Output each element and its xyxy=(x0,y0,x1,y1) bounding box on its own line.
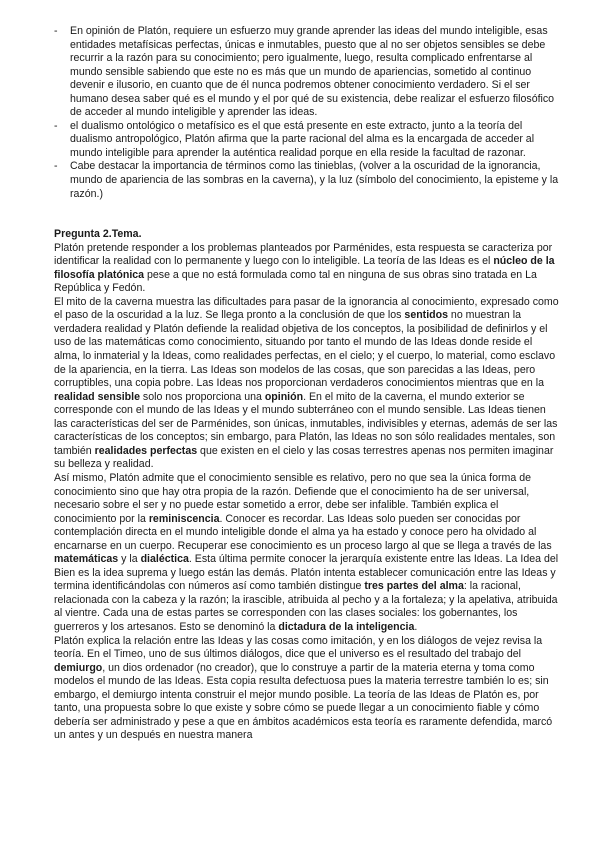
list-item xyxy=(54,160,560,201)
text-run: y la xyxy=(118,553,141,566)
bold-term: dictadura de la inteligencia xyxy=(278,620,415,633)
text-run: . xyxy=(414,620,418,633)
bullet-text: el dualismo ontológico o metafísico es el que está presente en este extracto, junto a la teoría del dualismo antropológico, Platón afirma que la parte racional del alma es la encargada de acceder al mundo inteligible para aprender la auténtica realidad porque en ella reside la facultad de razonar. xyxy=(70,119,535,159)
bold-term: núcleo de la filosofía platónica xyxy=(54,255,555,281)
bullet-marker: - xyxy=(54,119,58,132)
bold-term: reminiscencia xyxy=(148,512,220,525)
section-heading: Pregunta 2.Tema. xyxy=(54,228,142,241)
text-run: solo nos proporciona una xyxy=(139,390,265,403)
list-item xyxy=(54,120,560,161)
bullet-marker: - xyxy=(54,25,58,37)
bold-term: tres partes del alma xyxy=(364,580,464,593)
text-run: El mito de la caverna muestra las dificultades para pasar de la ignorancia al conocimiento, expresado como el paso de la oscuridad a la luz. Se llega pronto a la conclusión de que los xyxy=(54,295,559,322)
paragraph-intro xyxy=(54,242,560,296)
text-run: . En el mito de la caverna, el mundo exterior se corresponde con el mundo de las Ideas y el mundo subterráneo con el mundo sensible. Las Ideas tienen las características del ser de Parménides, son únicas, inmutables, indivisibles y eternas, además de ser las características de los conceptos; sin embargo, para Platón, las Ideas no son sólo realidades mentales, son también xyxy=(54,390,558,457)
section-spacer xyxy=(54,201,560,228)
bullet-text: En opinión de Platón, requiere un esfuerzo muy grande aprender las ideas del mundo inteligible, esas entidades metafísicas perfectas, únicas e inmutables, puesto que al no ser objetos sensibles se debe recurrir a la razón para su conocimiento; pero igualmente, luego, resulta complicado enfrentarse al mundo sensible sabiendo que este no es más que un mundo de apariencias, sometido al continuo devenir e ilusorio, en cuanto que de él nunca podremos obtener conocimiento verdadero. Si el ser humano desea saber qué es el mundo y el por qué de su existencia, debe realizar el esfuerzo filosófico de acceder al mundo inteligible y aprender las ideas. xyxy=(70,25,555,119)
bullet-marker: - xyxy=(54,160,58,173)
text-run: Así mismo, Platón admite que el conocimiento sensible es relativo, pero no que sea la única forma de conocimiento sino que hay otra propia de la razón. Defiende que el conocimiento ha de ser universal, necesario sobre el ser y no puede estar sometido a error, debe ser infalible. También explica el conocimiento por la xyxy=(54,471,531,525)
text-run: , un dios ordenador (no creador), que lo construye a partir de la materia eterna y toma como modelos el mundo de las Ideas. Esta copia resulta defectuosa pues la materia terrestre también lo es; sin embargo, el demiurgo intenta construir el mejor mundo posible. La teoría de las Ideas de Platón es, por tanto, una propuesta sobre lo que existe y sobre cómo se puede llegar a un conocimiento fiable y cómo debería ser administrado y pese a que en ámbitos académicos esta teoría es raramente defendida, marcó un antes y un después en nuestra manera xyxy=(54,661,553,742)
bullet-list xyxy=(54,25,560,201)
text-run: : la racional, relacionada con la cabeza y la razón; la irascible, atribuida al pecho y a la fortaleza; y la apelativa, atribuida al vientre. Cada una de estas partes se corresponden con las clases sociales: los gobernantes, los guerreros y los artesanos. Esto se denominó la xyxy=(54,580,558,633)
bold-term: realidades perfectas xyxy=(94,444,198,457)
bold-term: matemáticas xyxy=(54,553,119,566)
text-run: . Esta última permite conocer la jerarquía existente entre las Ideas. La Idea del Bien es la idea suprema y luego están las demás. Platón intenta establecer comunicación entre las Ideas y termina identificándolas con números así como también distingue xyxy=(54,553,559,593)
paragraph-conocimiento xyxy=(54,472,560,635)
paragraph-demiurgo xyxy=(54,635,560,743)
text-run: pese a que no está formulada como tal en ninguna de sus obras sino tratada en La República y Fedón. xyxy=(54,268,537,295)
bold-term: opinión xyxy=(264,390,304,403)
bold-term: demiurgo xyxy=(54,661,103,674)
text-run: Platón explica la relación entre las Ideas y las cosas como imitación, y en los diálogos de vejez revisa la teoría. En el Timeo, uno de sus últimos diálogos, dice que el universo es el resultado del trabajo del xyxy=(54,634,543,661)
document-body xyxy=(54,25,560,743)
bullet-text: Cabe destacar la importancia de términos como las tinieblas, (volver a la oscuridad de la ignorancia, mundo de apariencia de las sombras en la caverna), y la luz (símbolo del conocimiento, la episteme y la razón.) xyxy=(70,160,559,200)
text-run: . Conocer es recordar. Las Ideas solo pueden ser conocidas por contemplación directa en el mundo inteligible donde el alma ya ha estado y conoce pero ha olvidado al encarnarse en un cuerpo. Recuperar ese conocimiento es un proceso largo al que se llega a través de las xyxy=(54,512,552,552)
paragraph-caverna xyxy=(54,296,560,472)
list-item xyxy=(54,25,560,120)
text-run: no muestran la verdadera realidad y Platón defiende la realidad objetiva de los conceptos, la posibilidad de definirlos y el uso de las matemáticas como conocimiento, situando por tanto el mundo de las Ideas donde reside el alma, lo inmaterial y la Ideas, como realidades perfectas, en el cielo; y el cuerpo, lo material, como esclavo de la apariencia, en la tierra. Las Ideas son modelos de las cosas, que son parecidas a las Ideas, pero corruptibles, una copia pobre. Las Ideas nos proporcionan verdaderos conocimientos mientras que en la xyxy=(54,309,556,390)
text-run: que existen en el cielo y las cosas terrestres apenas nos permiten imaginar su belleza y realidad. xyxy=(54,444,554,471)
bold-term: sentidos xyxy=(404,309,448,322)
bold-term: realidad sensible xyxy=(54,390,140,403)
bold-term: dialéctica xyxy=(140,553,189,566)
text-run: Platón pretende responder a los problemas planteados por Parménides, esta respuesta se caracteriza por identificar la realidad con lo permanente y luego con lo inteligible. La teoría de las Ideas es el xyxy=(54,241,553,268)
